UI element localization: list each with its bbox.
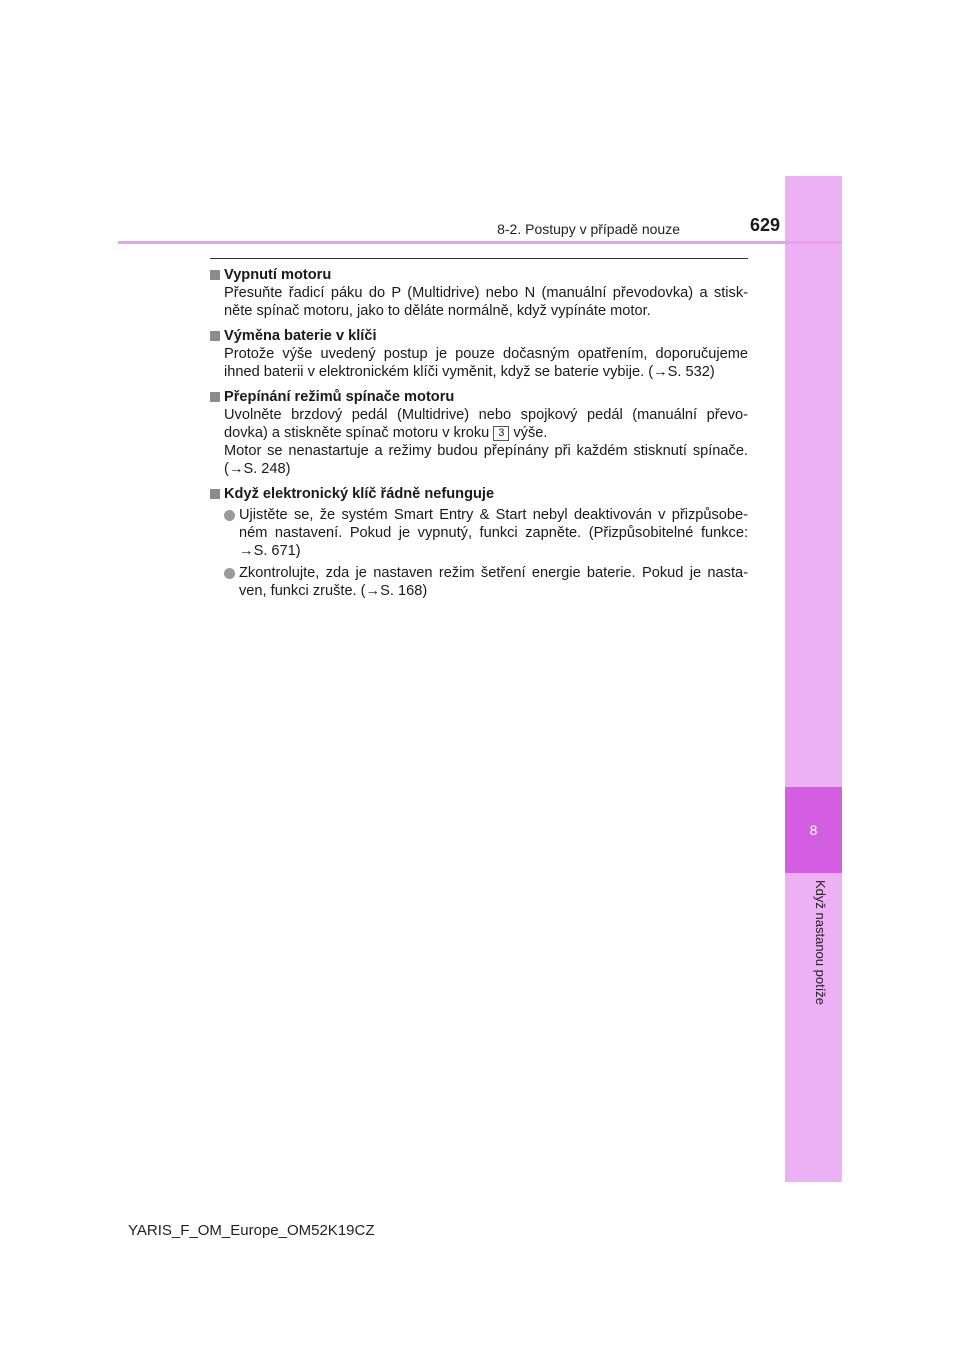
chapter-label: Když nastanou potíže: [813, 880, 828, 1006]
document-code: YARIS_F_OM_Europe_OM52K19CZ: [128, 1222, 375, 1239]
square-bullet-icon: [210, 392, 220, 402]
item-title: Přepínání režimů spínače motoru: [224, 389, 455, 405]
item-text-2: Motor se nenastartuje a režimy budou přepínány při každém stisknutí spínače. (→S. 248): [224, 443, 748, 477]
section-title: 8-2. Postupy v případě nouze: [497, 221, 680, 237]
item-key-battery: [210, 327, 748, 381]
square-bullet-icon: [210, 270, 220, 280]
page-number: 629: [749, 215, 780, 235]
item-key-malfunction: [210, 485, 748, 600]
item-switch-modes: [210, 388, 748, 478]
square-bullet-icon: [210, 489, 220, 499]
content-body: [210, 266, 748, 607]
item-text: Protože výše uvedený postup je pouze dočasným opatřením, doporučujeme ihned baterii v elektronickém klíči vyměnit, když se baterie vybije. (→S. 532): [224, 346, 748, 380]
list-item: Ujistěte se, že systém Smart Entry & Start nebyl deaktivován v přizpůsobe-ném nastavení. Pokud je vypnutý, funkci zapněte. (Přizpůsobitelné funkce: →S. 671): [224, 506, 748, 560]
list-item: Zkontrolujte, zda je nastaven režim šetření energie baterie. Pokud je nasta-ven, funkci zrušte. (→S. 168): [224, 564, 748, 600]
header-rule: [118, 241, 842, 244]
item-text: Uvolněte brzdový pedál (Multidrive) nebo spojkový pedál (manuální převo-dovka) a stiskněte spínač motoru v kroku 3 výše.: [224, 407, 748, 441]
item-title: Když elektronický klíč řádně nefunguje: [224, 486, 495, 502]
item-engine-off: [210, 266, 748, 320]
circle-bullet-icon: [224, 510, 235, 521]
circle-bullet-icon: [224, 568, 235, 579]
item-text: Přesuňte řadicí páku do P (Multidrive) nebo N (manuální převodovka) a stisk-něte spínač motoru, jako to děláte normálně, když vypínáte motor.: [224, 285, 748, 319]
chapter-number: 8: [809, 822, 818, 838]
item-title: Výměna baterie v klíči: [224, 328, 377, 344]
item-title: Vypnutí motoru: [224, 267, 332, 283]
content-top-rule: [210, 258, 748, 259]
chapter-number-tab: [785, 787, 842, 873]
square-bullet-icon: [210, 331, 220, 341]
step-number-box: 3: [493, 426, 509, 441]
